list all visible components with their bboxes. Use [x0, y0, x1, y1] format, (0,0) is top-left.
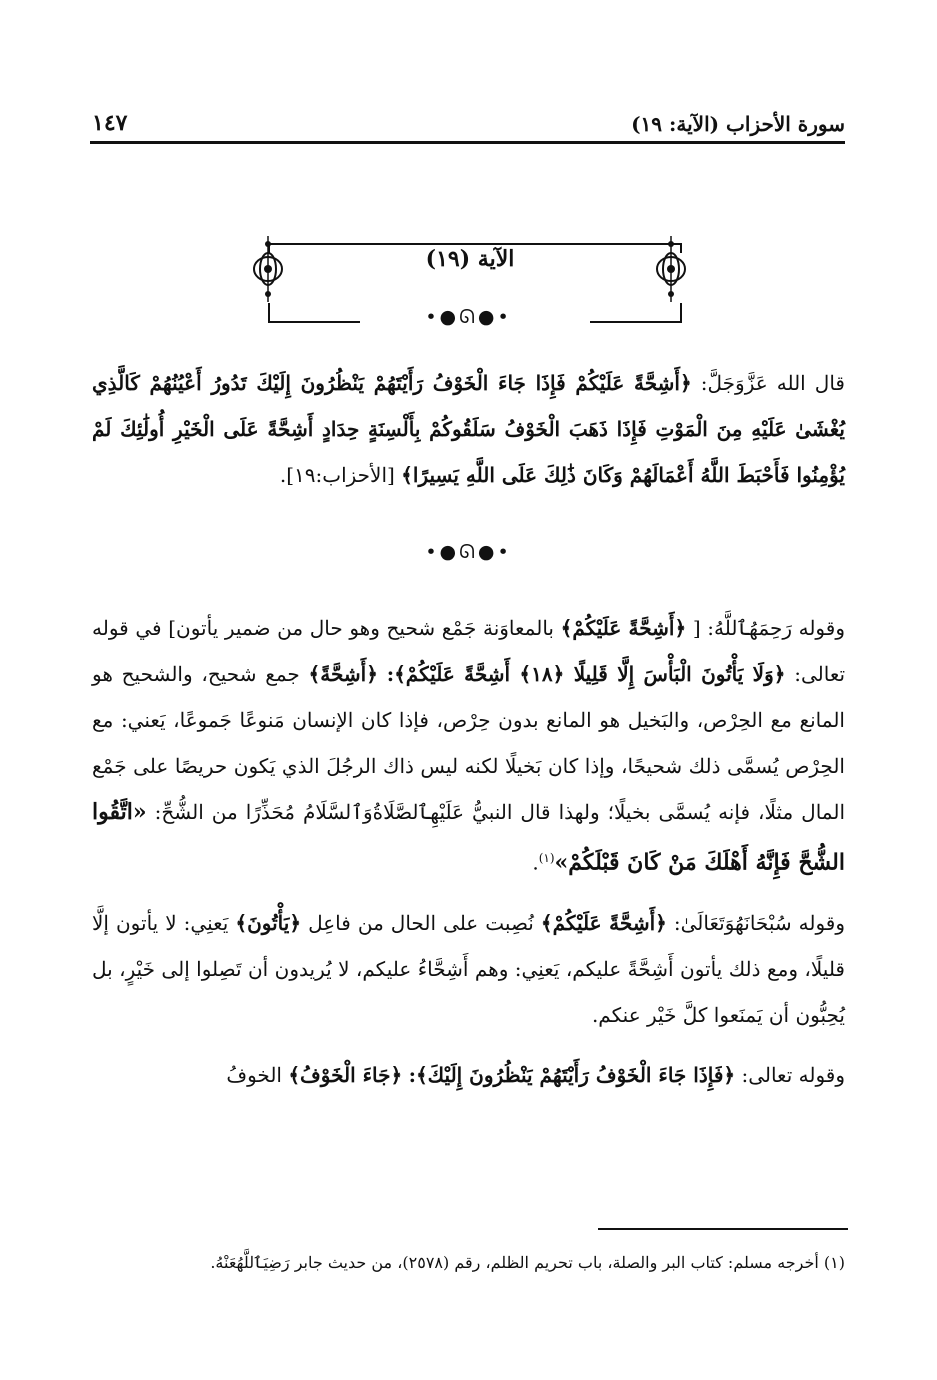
p1-quran-3: ﴿أَشِحَّةً﴾ — [308, 662, 378, 686]
p2-quran-1: ﴿أَشِحَّةً عَلَيْكُمْ﴾ — [540, 910, 667, 935]
footnote-marker[interactable]: (١) — [538, 851, 555, 865]
running-title: سورة الأحزاب (الآية: ١٩) — [631, 112, 845, 136]
commentary — [92, 605, 845, 1112]
footnote: (١) أخرجه مسلم: كتاب البر والصلة، باب تحريم الظلم، رقم (٢٥٧٨)، من حديث جابر رَضِيَٱللَّهُعَنْهُ. — [210, 1253, 845, 1272]
paragraph-2 — [92, 900, 845, 1038]
verse-separator: •●ᘏ●• — [425, 541, 512, 563]
verse-text: ﴿أَشِحَّةً عَلَيْكُمْ فَإِذَا جَاءَ الْخَوْفُ رَأَيْتَهُمْ يَنْظُرُونَ إِلَيْكَ تَدُورُ أَعْيُنُهُمْ كَالَّذِي يُغْشَىٰ عَلَيْهِ مِنَ الْمَوْتِ فَإِذَا ذَهَبَ الْخَوْفُ سَلَقُوكُمْ بِأَلْسِنَةٍ حِدَادٍ أَشِحَّةً عَلَى الْخَيْرِ أُولَٰئِكَ لَمْ يُؤْمِنُوا فَأَحْبَطَ اللَّهُ أَعْمَالَهُمْ وَكَانَ ذَٰلِكَ عَلَى اللَّهِ يَسِيرًا﴾ — [92, 371, 845, 487]
ayah-title: الآية (١٩) — [425, 246, 515, 272]
header-rule — [90, 141, 845, 144]
p3-quran-2: ﴿جَاءَ الْخَوْفُ﴾ — [288, 1062, 403, 1087]
p2-text-b: نُصِبت على الحال من فاعِل — [308, 910, 534, 935]
running-header — [92, 96, 845, 136]
p3-text-b: الخوفُ — [226, 1062, 282, 1087]
p3-text-a: وقوله تعالى: — [741, 1062, 845, 1087]
p2-text-c: يَعنِي: لا يأتون إلَّا قليلًا، ومع ذلك يأتون أَشِحَّةً عليكم، يَعنِي: وهم أَشِحَّاءُ عليكم، لا يُريدون أن تَصِلوا إلى خَيْرٍ، بل يُحِبُّون أن يَمنَعوا كلَّ خَيْر عنكم. — [92, 910, 845, 1027]
p2-text-a: وقوله سُبْحَانَهُوَتَعَالَىٰ: — [673, 910, 846, 935]
paragraph-1: وقوله رَحِمَهُٱللَّهُ: [ ﴿أَشِحَّةً عَلَيْكُمْ﴾ بالمعاوَنة جَمْع شحيح وهو حال من ضمير يأتون] في قوله تعالى: ﴿وَلَا يَأْتُونَ الْبَأْسَ إِلَّا قَلِيلًا ﴿١٨﴾ أَشِحَّةً عَلَيْكُمْ﴾: ﴿أَشِحَّةً﴾ جمع شحيح، والشحيح هو المانع مع الحِرْص، والبَخيل هو المانع بدون حِرْص، فإذا كان الإنسان مَنوعًا جَموعًا، يَعني: مع الحِرْص يُسمَّى ذلك شحيحًا، وإذا كان بَخيلًا لكنه ليس ذاك الرجُلَ الذي يَكون حريصًا على جَمْع المال مثلًا، فإنه يُسمَّى بخيلًا؛ ولهذا قال النبيُّ عَلَيْهِٱلصَّلَاةُوَٱلسَّلَامُ مُحَذِّرًا من الشُّحِّ: «اتَّقُوا الشُّحَّ فَإِنَّهُ أَهْلَكَ مَنْ كَانَ قَبْلَكُمْ»$^{(١)}$. — [92, 616, 846, 876]
page-number: ١٤٧ — [92, 110, 128, 136]
p1-quran-2: ﴿وَلَا يَأْتُونَ الْبَأْسَ إِلَّا قَلِيلًا ﴿١٨﴾ أَشِحَّةً عَلَيْكُمْ﴾: — [386, 662, 786, 686]
p2-quran-2: ﴿يَأْتُونَ﴾ — [235, 910, 302, 935]
footnote-rule — [598, 1228, 848, 1230]
verse-paragraph — [92, 360, 845, 498]
verse-reference: [الأحزاب:١٩]. — [279, 463, 395, 487]
verse-block — [92, 360, 845, 512]
paragraph-3 — [92, 1052, 845, 1098]
p1-text-c: جمع شحيح، والشحيح هو المانع مع الحِرْص، والبَخيل هو المانع بدون حِرْص، فإذا كان الإنسان مَنوعًا جَموعًا، يَعني: مع الحِرْص يُسمَّى ذلك شحيحًا، وإذا كان بَخيلًا لكنه ليس ذاك الرجُلَ الذي يَكون حريصًا على جَمْع المال مثلًا، فإنه يُسمَّى بخيلًا؛ ولهذا قال النبيُّ عَلَيْهِٱلصَّلَاةُوَٱلسَّلَامُ مُحَذِّرًا من الشُّحِّ: — [92, 662, 845, 824]
p3-quran-1: ﴿فَإِذَا جَاءَ الْخَوْفُ رَأَيْتَهُمْ يَنْظُرُونَ إِلَيْكَ﴾: — [408, 1062, 736, 1087]
p1-hadith: «اتَّقُوا الشُّحَّ فَإِنَّهُ أَهْلَكَ مَنْ كَانَ قَبْلَكُمْ» — [92, 799, 845, 876]
p1-text-b: بالمعاوَنة جَمْع شحيح وهو حال من ضمير يأتون] في قوله تعالى: — [92, 616, 846, 686]
right-ornament-icon — [653, 236, 689, 302]
verse-lead: قال الله عَزَّوَجَلَّ: — [700, 371, 845, 395]
left-ornament-icon — [250, 236, 286, 302]
title-separator: •●ᘏ●• — [425, 306, 512, 328]
p1-text-a: وقوله رَحِمَهُٱللَّهُ: [ — [692, 616, 845, 640]
p1-quran-1: ﴿أَشِحَّةً عَلَيْكُمْ﴾ — [560, 616, 687, 640]
